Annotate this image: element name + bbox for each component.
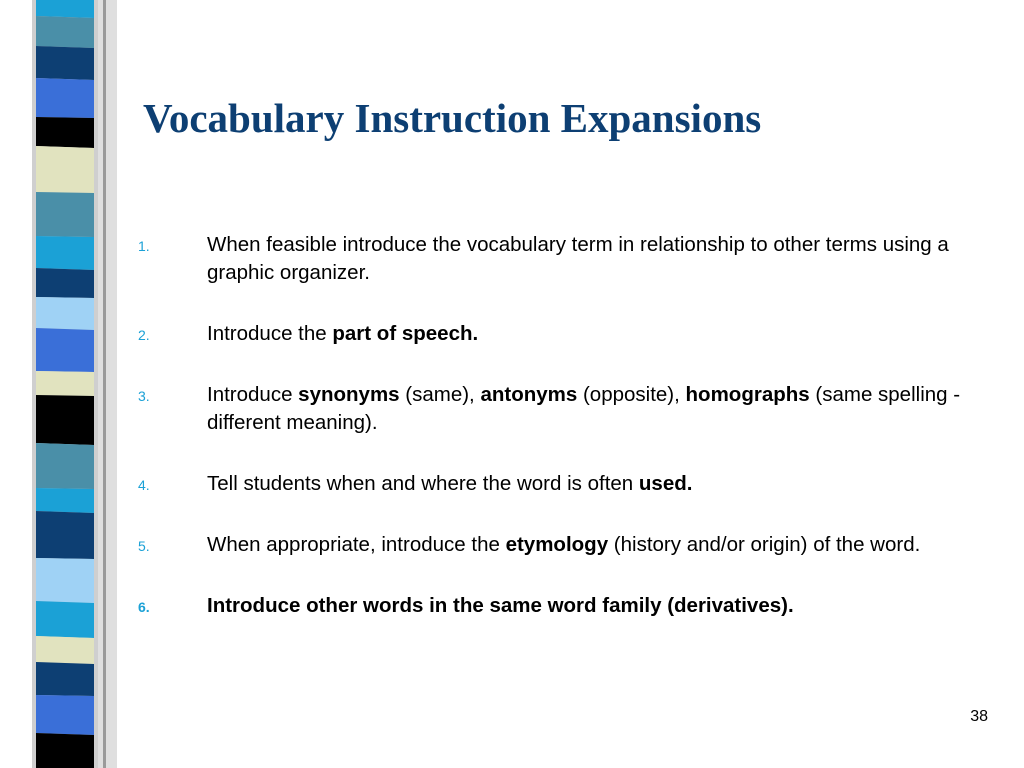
numbered-list xyxy=(138,231,998,653)
list-item xyxy=(138,592,998,620)
list-item-text-segment: Tell students when and where the word is often xyxy=(207,472,639,495)
list-item-text xyxy=(207,383,960,434)
list-item-text-segment: When feasible introduce the vocabulary term in relationship to other terms using a graphic organizer. xyxy=(207,233,949,284)
list-item-text xyxy=(207,533,920,556)
list-item-text-segment: (same), xyxy=(399,383,481,406)
list-item-number: 5. xyxy=(138,538,150,554)
list-item xyxy=(138,381,998,437)
emphasized-term: part of speech. xyxy=(332,322,479,345)
emphasized-term: antonyms xyxy=(480,383,578,406)
list-item-text-segment: When appropriate, introduce the xyxy=(207,533,506,556)
list-item-text xyxy=(207,233,949,284)
list-item-number: 1. xyxy=(138,238,150,254)
slide-number: 38 xyxy=(970,708,988,725)
list-item-text-segment: (opposite), xyxy=(577,383,686,406)
list-item xyxy=(138,470,998,498)
stripe-bar-graphic xyxy=(0,0,117,768)
list-item xyxy=(138,320,998,348)
list-item xyxy=(138,231,998,287)
emphasized-term: synonyms xyxy=(298,383,400,406)
list-item-number: 3. xyxy=(138,388,150,404)
list-item-text xyxy=(207,594,794,617)
emphasized-term: homographs xyxy=(685,383,810,406)
list-item-text xyxy=(207,322,478,345)
emphasized-term: used. xyxy=(638,472,693,495)
list-item-text-segment: Introduce xyxy=(207,383,299,406)
emphasized-term: etymology xyxy=(505,533,609,556)
list-item-text xyxy=(207,472,692,495)
list-item-text-segment: (history and/or origin) of the word. xyxy=(608,533,921,556)
list-item-text-segment: Introduce the xyxy=(207,322,333,345)
slide-title: Vocabulary Instruction Expansions xyxy=(143,95,762,141)
list-item xyxy=(138,531,998,559)
emphasized-term: Introduce other words in the same word family (derivatives). xyxy=(207,594,794,617)
list-item-number: 4. xyxy=(138,477,150,493)
list-item-number: 2. xyxy=(138,327,150,343)
decorative-stripe-bar xyxy=(0,0,117,768)
list-item-number: 6. xyxy=(138,599,150,615)
list-item-text-segment: (same spelling - different meaning). xyxy=(207,383,961,434)
